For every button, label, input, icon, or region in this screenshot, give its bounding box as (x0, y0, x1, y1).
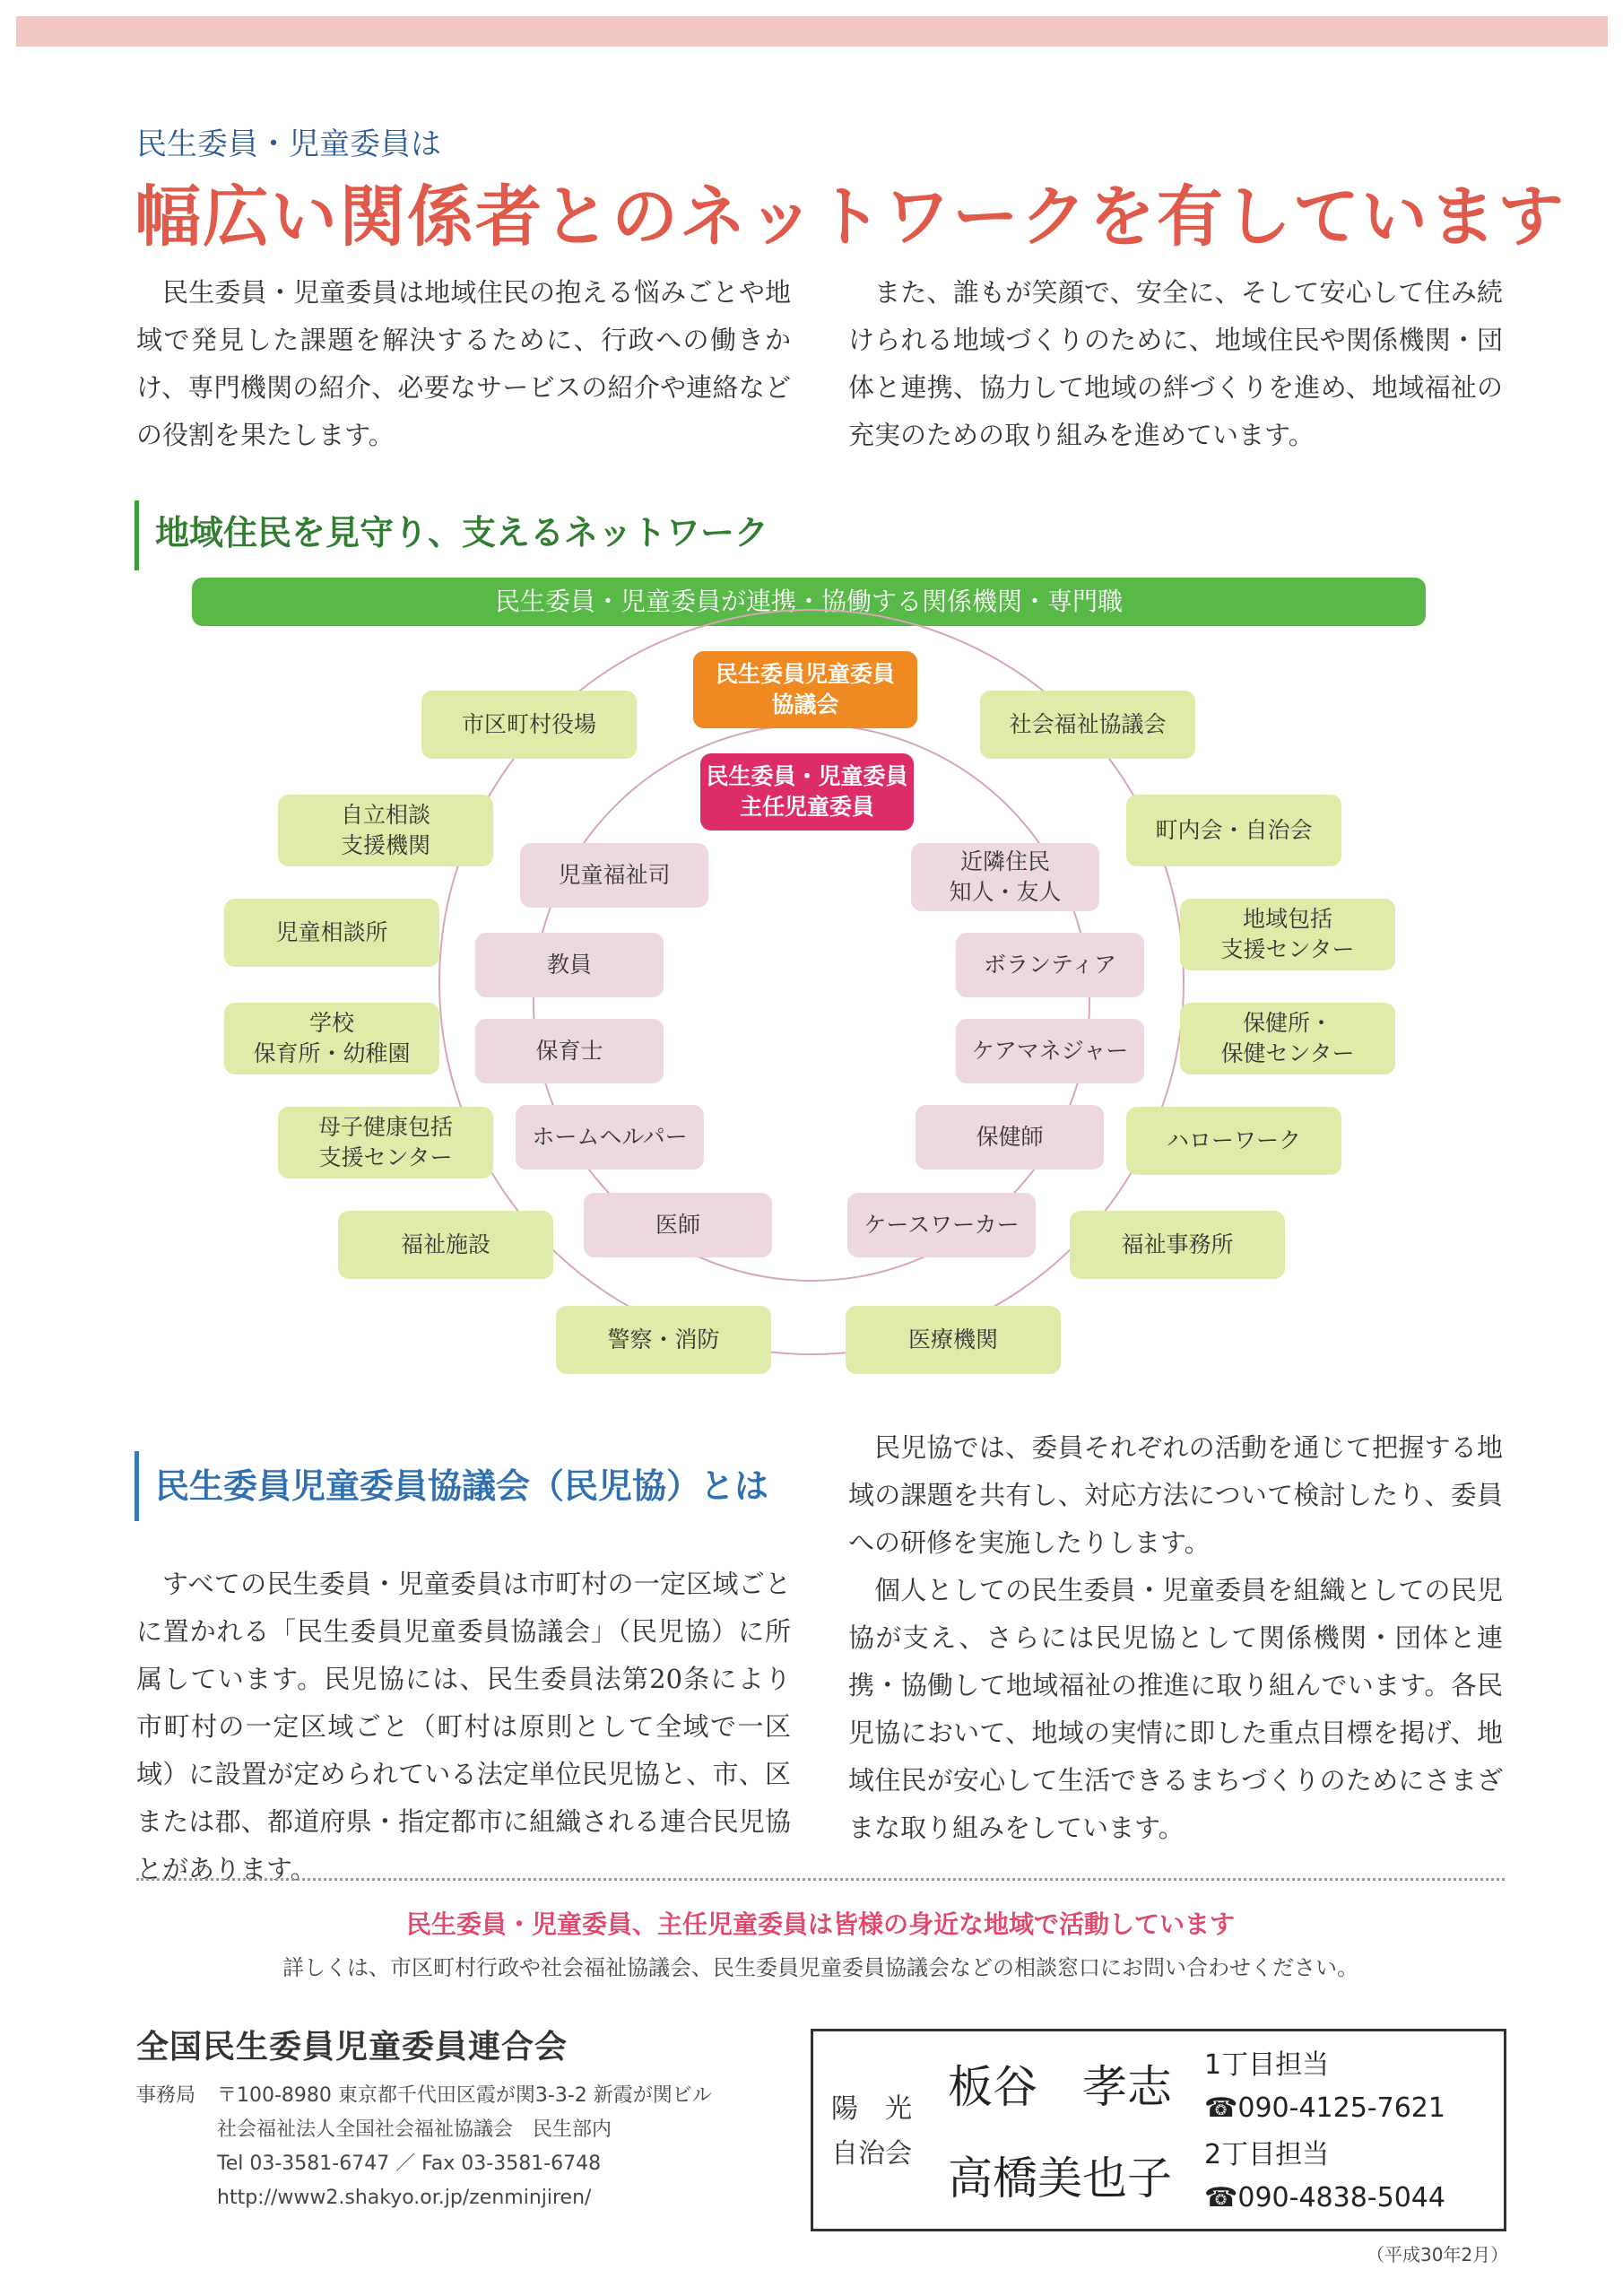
outer-node-health-center: 保健所・ 保健センター (1180, 1003, 1395, 1074)
office-label: 事務局 (136, 2084, 196, 2107)
intro-right-text: また、誰もが笑顔で、安全に、そして安心して住み続けられる地域づくりのために、地域住民や関係機関・団体と連携、協力して地域の絆づくりを進め、地域福祉の充実のための取り組みを進めています。 (848, 277, 1503, 450)
outer-node-welfare-facility: 福祉施設 (338, 1211, 553, 1279)
inner-node-childcare-worker: 保育士 (475, 1019, 664, 1083)
outer-node-city-hall: 市区町村役場 (421, 691, 637, 759)
outer-node-neighborhood-association: 町内会・自治会 (1126, 795, 1341, 866)
center-council-box: 民生委員児童委員 協議会 (693, 651, 917, 728)
stamp-name-2: 高橋美也子 (948, 2152, 1172, 2205)
notice-sub: 詳しくは、市区町村行政や社会福祉協議会、民生委員児童委員協議会などの相談窓口にお問い合わせください。 (282, 1955, 1358, 1980)
stamp-contact-1 (1204, 2044, 1445, 2130)
notice-main: 民生委員・児童委員、主任児童委員は皆様の身近な地域で活動しています (405, 1909, 1235, 1939)
inner-node-caseworker: ケースワーカー (847, 1193, 1036, 1257)
minjikyo-left-paragraph (136, 1561, 791, 1893)
network-banner: 民生委員・児童委員が連携・協働する関係機関・専門職 (192, 578, 1426, 626)
minjikyo-right-text-2: 個人としての民生委員・児童委員を組織としての民児協が支え、さらには民児協として関係機関・団体と連携・協働して地域福祉の推進に取り組んでいます。各民児協において、地域の実情に即した重点目標を掲げ、地域住民が安心して生活できるまちづくりのためにさまざまな取り組みをしています。 (848, 1575, 1503, 1843)
minjikyo-left-text: すべての民生委員・児童委員は市町村の一定区域ごとに置かれる「民生委員児童委員協議会」（民児協）に所属しています。民児協には、民生委員法第20条により市町村の一定区域ごと（町村は原則として全域で一区域）に設置が定められている法定単位民児協と、市、区または郡、都道府県・指定都市に組織される連合民児協とがあります。 (136, 1569, 791, 1884)
inner-node-home-helper: ホームヘルパー (516, 1105, 704, 1170)
minjikyo-section-heading: 民生委員児童委員協議会（民児協）とは (135, 1451, 768, 1521)
office-url: http://www2.shakyo.or.jp/zenminjiren/ (217, 2187, 592, 2209)
intro-left-text: 民生委員・児童委員は地域住民の抱える悩みごとや地域で発見した課題を解決するために、行政への働きかけ、専門機関の紹介、必要なサービスの紹介や連絡などの役割を果たします。 (136, 277, 791, 450)
office-department: 社会福祉法人全国社会福祉協議会 民生部内 (217, 2118, 612, 2141)
stamp-phone-1: ☎090-4125-7621 (1204, 2092, 1445, 2124)
stamp-role-2: 2丁目担当 (1204, 2139, 1330, 2170)
inner-node-volunteer: ボランティア (956, 933, 1144, 997)
stamp-role-1: 1丁目担当 (1204, 2049, 1330, 2081)
outer-node-hello-work: ハローワーク (1126, 1107, 1341, 1175)
inner-node-child-welfare-officer: 児童福祉司 (520, 843, 708, 908)
page-subtitle: 民生委員・児童委員は (136, 126, 441, 162)
inner-node-public-health-nurse: 保健師 (916, 1105, 1104, 1170)
minjikyo-right-text-1: 民児協では、委員それぞれの活動を通じて把握する地域の課題を共有し、対応方法について検討したり、委員への研修を実施したりします。 (848, 1432, 1503, 1558)
inner-node-teacher: 教員 (475, 933, 664, 997)
inner-node-neighbors-friends: 近隣住民 知人・友人 (911, 843, 1099, 911)
office-details (217, 2079, 791, 2215)
publication-date: （平成30年2月） (1367, 2244, 1509, 2266)
outer-node-schools: 学校 保育所・幼稚園 (224, 1003, 439, 1074)
network-section-heading: 地域住民を見守り、支えるネットワーク (135, 500, 768, 570)
outer-node-social-welfare-council: 社会福祉協議会 (980, 691, 1195, 759)
outer-node-community-support-center: 地域包括 支援センター (1180, 899, 1395, 970)
stamp-area-line1: 陽 光 (831, 2093, 912, 2125)
stamp-contact-2 (1204, 2134, 1445, 2220)
organization-name: 全国民生委員児童委員連合会 (136, 2029, 568, 2066)
outer-node-medical-institution: 医療機関 (846, 1306, 1061, 1374)
office-phone-fax: Tel 03-3581-6747 ／ Fax 03-3581-6748 (217, 2152, 602, 2175)
stamp-name-1: 板谷 孝志 (948, 2061, 1172, 2113)
dotted-divider (136, 1878, 1505, 1881)
stamp-area-line2: 自治会 (831, 2138, 912, 2170)
inner-node-care-manager: ケアマネジャー (956, 1019, 1144, 1083)
page-title: 幅広い関係者とのネットワークを有しています (135, 178, 1566, 256)
stamp-phone-2: ☎090-4838-5044 (1204, 2182, 1445, 2213)
stamp-area (831, 2087, 912, 2177)
outer-node-self-reliance-support: 自立相談 支援機関 (278, 795, 493, 866)
office-address: 〒100-8980 東京都千代田区霞が関3-3-2 新霞が関ビル (217, 2084, 712, 2107)
center-commissioner-box: 民生委員・児童委員 主任児童委員 (700, 753, 914, 831)
minjikyo-right-paragraph (848, 1424, 1503, 1852)
outer-node-welfare-office: 福祉事務所 (1070, 1211, 1285, 1279)
outer-node-child-guidance-center: 児童相談所 (224, 899, 439, 967)
inner-node-doctor: 医師 (584, 1193, 772, 1257)
contact-stamp (811, 2029, 1506, 2231)
outer-node-police-fire: 警察・消防 (556, 1306, 771, 1374)
outer-node-maternal-child-center: 母子健康包括 支援センター (278, 1107, 493, 1178)
